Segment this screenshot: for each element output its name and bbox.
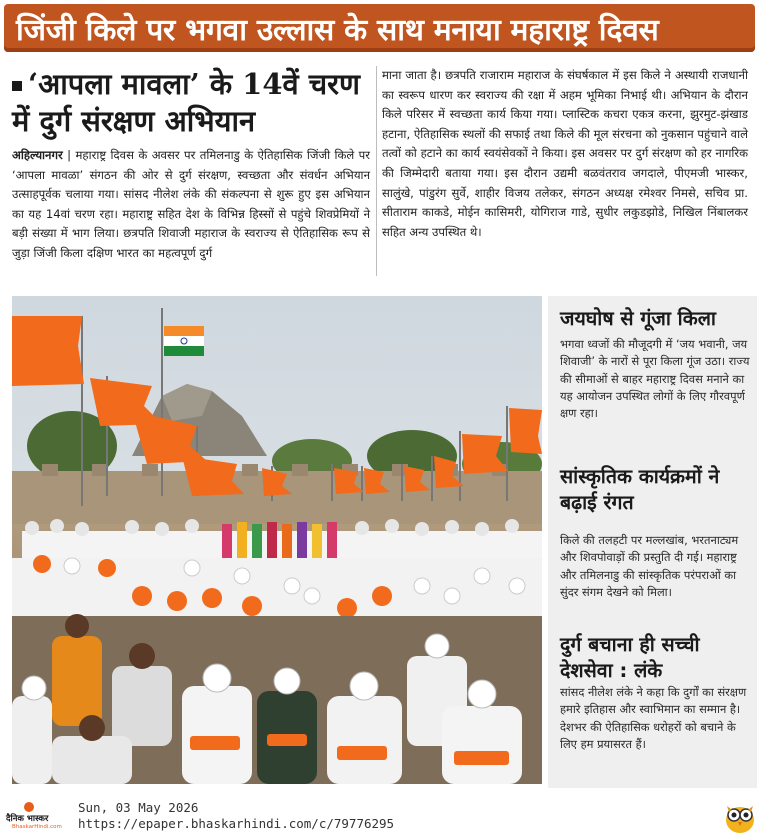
- banner-title: जिंजी किले पर भगवा उल्लास के साथ मनाया महाराष्ट्र दिवस: [16, 13, 659, 48]
- logo-sub: BhaskarHindi.com: [12, 824, 62, 830]
- sidebar-text-2: किले की तलहटी पर मल्लखांब, भरतनाट्यम और शिवपोवाड़ों की प्रस्तुति दी गई। महाराष्ट्र और तमिलनाडु की सांस्कृतिक परंपराओं का सुंदर संगम देखने को मिला।: [560, 533, 739, 599]
- sidebar-heading-2: सांस्कृतिक कार्यक्रमों ने बढ़ाई रंगत: [560, 465, 720, 514]
- sidebar: [548, 296, 757, 788]
- bullet-icon: [12, 81, 22, 91]
- sidebar-text-1: भगवा ध्वजों की मौजूदगी में ‘जय भवानी, जय शिवाजी’ के नारों से पूरा किला गूंज उठा। राज्य की सीमाओं से बाहर महाराष्ट्र दिवस मनाने का यह आयोजन उपस्थित लोगों के लिए गौरवपूर्ण क्षण रहा।: [560, 337, 750, 421]
- article-left-text: महाराष्ट्र दिवस के अवसर पर तमिलनाडु के ऐतिहासिक जिंजी किले पर ‘आपला मावळा’ संगठन की ओर से दुर्ग संरक्षण, स्वच्छता और संवर्धन अभियान उत्साहपूर्वक चलाया गया। सांसद नीलेश लंके की संकल्पना से शुरू हुए इस अभियान का यह 14वां चरण रहा। महाराष्ट्र सहित देश के विभिन्न हिस्सों से पहुंचे शिवप्रेमियों ने बड़ी संख्या में भाग लिया। छत्रपति शिवाजी महाराज के स्वराज्य से ऐतिहासिक रूप से जुड़ा जिंजी किला दक्षिण भारत का महत्वपूर्ण दुर्ग: [12, 148, 371, 260]
- article-left-column: [12, 146, 370, 264]
- event-photo: [12, 296, 542, 784]
- sidebar-heading-3: दुर्ग बचाना ही सच्ची देशसेवा : लंके: [560, 633, 700, 682]
- column-divider: [376, 66, 377, 276]
- edition-date: Sun, 03 May 2026: [78, 800, 199, 815]
- banner: [0, 0, 761, 58]
- lead-headline-block: [12, 66, 370, 140]
- sidebar-text-3: सांसद नीलेश लंके ने कहा कि दुर्गों का संरक्षण हमारे इतिहास और स्वाभिमान का सम्मान है। देशभर की ऐतिहासिक धरोहरों को बचाने के लिए हम प्रयासरत हैं।: [560, 685, 747, 751]
- crowd-photo-illustration: [12, 296, 542, 784]
- lead-headline-text: ‘आपला मावला’ के 14वें चरण में दुर्ग संरक्षण अभियान: [12, 67, 361, 138]
- article-right-column: [382, 66, 748, 242]
- logo-name: दैनिक भास्कर: [6, 814, 49, 824]
- banner-bar: [4, 4, 755, 52]
- lead-headline: [12, 66, 370, 140]
- owl-icon: [724, 800, 756, 834]
- article-right-text: माना जाता है। छत्रपति राजाराम महाराज के संघर्षकाल में इस किले ने अस्थायी राजधानी का स्वरूप धारण कर स्वराज्य की रक्षा में अहम भूमिका निभाई थी। अभियान के दौरान किले परिसर में स्वच्छता कार्य किया गया। प्लास्टिक कचरा एकत्र करना, झुरमुट-झंखाड हटाना, ऐतिहासिक स्थलों की सफाई तथा किले की मूल संरचना को नुकसान पहुंचाने वाले तत्वों को हटाने का कार्य स्वयंसेवकों ने किया। इस अवसर पर दुर्ग संरक्षण को हर नागरिक की जिम्मेदारी बताया गया। इस दौरान उद्यमी बळवंतराव जगदाले, पीएमजी भास्कर, सालुंखे, पांडुरंग सुर्वे, शाहीर विजय तलेकर, संगठन अध्यक्ष रमेश्वर निमसे, सचिव प्रा. सीताराम काकडे, मोईन कासिमरी, योगिराज गाडे, सुधीर लकुडझोडे, निखिल निंबालकर सहित अन्य उपस्थित थे।: [382, 68, 748, 239]
- footer: [0, 796, 761, 838]
- sun-logo-icon: [24, 802, 34, 812]
- bhaskar-logo[interactable]: [6, 802, 66, 832]
- edition-url[interactable]: https://epaper.bhaskarhindi.com/c/79776295: [78, 816, 395, 831]
- dateline: अहिल्यानगर |: [12, 148, 71, 162]
- edition-meta: [78, 800, 394, 832]
- sidebar-heading-1: जयघोष से गूंजा किला: [560, 307, 716, 330]
